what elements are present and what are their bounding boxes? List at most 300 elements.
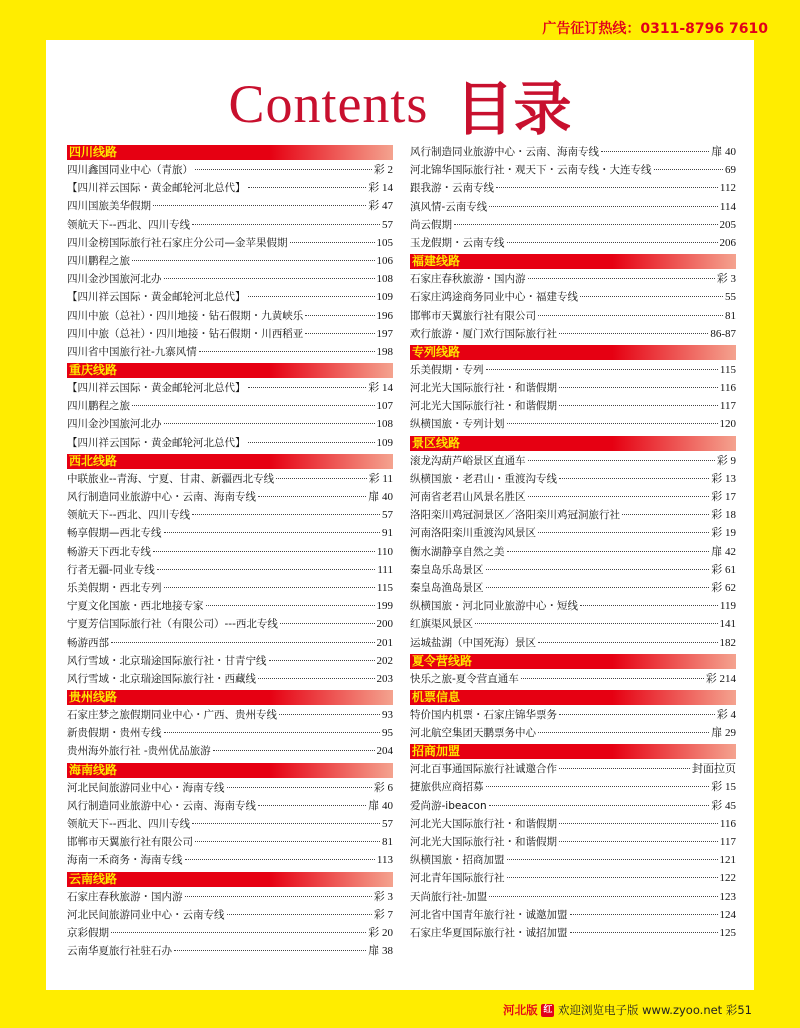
toc-entry[interactable] (410, 561, 736, 579)
entry-page: 200 (376, 618, 393, 631)
toc-entry[interactable] (410, 379, 736, 397)
toc-entry[interactable] (410, 506, 736, 524)
dot-leader (248, 296, 375, 297)
entry-page: 95 (382, 727, 393, 740)
section-header: 夏令营线路 (410, 654, 736, 669)
toc-entry[interactable] (410, 198, 736, 216)
dot-leader (521, 678, 704, 679)
toc-entry[interactable] (410, 234, 736, 252)
toc-entry[interactable] (67, 543, 393, 561)
dot-leader (622, 514, 709, 515)
dot-leader (486, 369, 718, 370)
toc-entry[interactable] (67, 597, 393, 615)
toc-entry[interactable] (410, 706, 736, 724)
entry-page: 119 (719, 600, 736, 613)
toc-entry[interactable] (410, 815, 736, 833)
toc-entry[interactable] (410, 869, 736, 887)
section-header: 四川线路 (67, 145, 393, 160)
toc-entry[interactable] (67, 797, 393, 815)
edition-label: 河北版 (503, 1003, 538, 1017)
dot-leader (486, 569, 710, 570)
entry-title: 贵州海外旅行社 -贵州优品旅游 (67, 745, 211, 758)
toc-entry[interactable] (67, 197, 393, 215)
toc-entry[interactable] (67, 742, 393, 760)
contents-column-right (410, 143, 736, 942)
entry-page: 108 (376, 273, 393, 286)
entry-page: 55 (725, 291, 736, 304)
toc-entry[interactable] (410, 216, 736, 234)
entry-page: 116 (719, 817, 736, 830)
dot-leader (654, 169, 724, 170)
entry-page: 彩 19 (711, 527, 736, 540)
toc-entry[interactable] (410, 325, 736, 343)
entry-page: 204 (376, 745, 393, 758)
dot-leader (132, 405, 375, 406)
toc-entry[interactable] (67, 307, 393, 325)
entry-page: 182 (719, 636, 736, 649)
dot-leader (185, 859, 375, 860)
entry-title: 中联旅业--青海、宁夏、甘肃、新疆西北专线 (67, 472, 275, 485)
entry-title: 四川鑫国同业中心（青旅） (67, 164, 193, 176)
toc-entry[interactable] (410, 851, 736, 869)
section-header: 重庆线路 (67, 363, 393, 378)
dot-leader (559, 333, 708, 334)
dot-leader (213, 750, 375, 751)
entry-title: 河南省老君山风景名胜区 (410, 491, 526, 503)
entry-title: 四川中旅（总社）・四川地接・钻石假期・九黄峡乐 (67, 309, 304, 322)
entry-page: 彩 14 (368, 382, 393, 395)
entry-page: 110 (376, 545, 393, 558)
entry-title: 乐美假期・西北专列 (67, 581, 162, 594)
dot-leader (559, 768, 690, 769)
dot-leader (538, 532, 709, 533)
dot-leader (164, 423, 375, 424)
entry-title: 行者无疆-同业专线 (67, 563, 155, 576)
toc-entry[interactable] (410, 488, 736, 506)
entry-page: 206 (719, 236, 736, 249)
dot-leader (164, 278, 375, 279)
entry-page: 199 (376, 600, 393, 613)
section-header: 专列线路 (410, 345, 736, 360)
toc-entry[interactable] (410, 270, 736, 288)
section-header: 景区线路 (410, 436, 736, 451)
dot-leader (305, 315, 374, 316)
dot-leader (258, 805, 366, 806)
dot-leader (559, 405, 718, 406)
toc-entry[interactable] (67, 415, 393, 433)
section-header: 机票信息 (410, 690, 736, 705)
dot-leader (538, 732, 709, 733)
dot-leader (199, 351, 375, 352)
toc-entry[interactable] (67, 506, 393, 524)
toc-entry[interactable] (410, 307, 736, 325)
dot-leader (528, 460, 715, 461)
entry-title: 爱尚游-ibeacon (410, 799, 487, 812)
toc-entry[interactable] (410, 524, 736, 542)
section-header: 海南线路 (67, 763, 393, 778)
entry-page: 彩 214 (705, 672, 736, 685)
entry-page: 108 (376, 418, 393, 431)
entry-page: 123 (719, 890, 736, 903)
toc-entry[interactable] (67, 906, 393, 924)
dot-leader (192, 823, 380, 824)
entry-title: 石家庄华夏国际旅行社・诚招加盟 (410, 926, 568, 939)
title-chinese: 目录 (455, 75, 572, 143)
toc-entry[interactable] (410, 670, 736, 688)
entry-title: 河北锦华国际旅行社・观天下・云南专线・大连专线 (410, 164, 652, 177)
dot-leader (206, 605, 375, 606)
entry-page: 117 (719, 400, 736, 413)
entry-page: 203 (376, 672, 393, 685)
section-header: 招商加盟 (410, 744, 736, 759)
entry-page: 115 (719, 363, 736, 376)
entry-page: 彩 20 (368, 926, 393, 939)
entry-title: 【四川祥云国际・黄金邮轮河北总代】 (67, 291, 246, 304)
toc-entry[interactable] (410, 161, 736, 179)
entry-page: 扉 29 (711, 727, 736, 740)
entry-page: 57 (382, 818, 393, 830)
toc-entry[interactable] (67, 488, 393, 506)
entry-title: 四川中旅（总社）・四川地接・钻石假期・川西稻亚 (67, 327, 304, 340)
dot-leader (276, 478, 367, 479)
page-footer (503, 1002, 752, 1018)
brand-logo-icon: 红 (543, 1005, 553, 1015)
dot-leader (192, 224, 380, 225)
toc-entry[interactable] (67, 343, 393, 361)
toc-entry[interactable] (67, 561, 393, 579)
toc-entry[interactable] (410, 543, 736, 561)
entry-page: 120 (719, 418, 736, 431)
entry-title: 河北民间旅游同业中心・海南专线 (67, 781, 225, 794)
entry-page: 81 (382, 836, 393, 849)
entry-page: 彩 61 (711, 563, 736, 576)
toc-entry[interactable] (67, 815, 393, 833)
toc-entry[interactable] (67, 216, 393, 234)
entry-title: 领航天下--西北、四川专线 (67, 218, 191, 231)
entry-page: 81 (725, 309, 736, 322)
entry-page: 113 (376, 854, 393, 867)
entry-page: 198 (376, 345, 393, 358)
entry-title: 邯郸市天翼旅行社有限公司 (410, 309, 536, 322)
toc-entry[interactable] (67, 706, 393, 724)
entry-page: 197 (376, 327, 393, 340)
dot-leader (258, 678, 375, 679)
entry-title: 河北青年国际旅行社 (410, 872, 505, 885)
toc-entry[interactable] (67, 234, 393, 252)
entry-page: 69 (725, 164, 736, 177)
entry-title: 洛阳栾川鸡冠洞景区／洛阳栾川鸡冠洞旅行社 (410, 509, 620, 522)
entry-page: 125 (719, 926, 736, 939)
dot-leader (489, 896, 717, 897)
entry-page: 彩 62 (711, 581, 736, 594)
toc-entry[interactable] (410, 760, 736, 778)
toc-entry[interactable] (67, 434, 393, 452)
entry-page: 122 (719, 872, 736, 885)
entry-title: 四川省中国旅行社-九寨风情 (67, 345, 197, 358)
entry-page: 封面拉页 (692, 763, 736, 776)
toc-entry[interactable] (67, 524, 393, 542)
entry-page: 86-87 (710, 327, 736, 340)
entry-page: 彩 4 (716, 708, 736, 721)
toc-entry[interactable] (410, 361, 736, 379)
toc-entry[interactable] (67, 670, 393, 688)
toc-entry[interactable] (67, 634, 393, 652)
entry-page: 57 (382, 218, 393, 231)
toc-entry[interactable] (67, 924, 393, 942)
toc-entry[interactable] (410, 415, 736, 433)
dot-leader (570, 932, 718, 933)
entry-page: 彩 6 (373, 781, 393, 794)
entry-title: 风行雪域・北京瑞途国际旅行社・甘青宁线 (67, 654, 267, 667)
entry-page: 105 (376, 236, 393, 249)
entry-page: 121 (719, 854, 736, 867)
dot-leader (559, 478, 709, 479)
dot-leader (111, 642, 375, 643)
entry-title: 玉龙假期・云南专线 (410, 236, 505, 249)
toc-entry[interactable] (67, 397, 393, 415)
entry-title: 四川金沙国旅河北办 (67, 273, 162, 286)
toc-entry[interactable] (410, 397, 736, 415)
entry-page: 扉 40 (368, 491, 393, 503)
dot-leader (290, 242, 375, 243)
dot-leader (559, 841, 718, 842)
dot-leader (528, 496, 710, 497)
entry-page: 111 (377, 563, 393, 576)
entry-page: 彩 3 (716, 273, 736, 286)
entry-title: 四川国旅美华假期 (67, 200, 151, 213)
entry-page: 彩 2 (373, 164, 393, 176)
entry-title: 宁夏文化国旅・西北地接专家 (67, 600, 204, 613)
page-number: 彩51 (725, 1003, 752, 1017)
entry-title: 领航天下--西北、四川专线 (67, 509, 191, 522)
toc-entry[interactable] (410, 288, 736, 306)
section-header: 福建线路 (410, 254, 736, 269)
toc-entry[interactable] (410, 797, 736, 815)
entry-title: 纵横国旅・老君山・重渡沟专线 (410, 472, 557, 485)
dot-leader (486, 587, 710, 588)
entry-title: 红旗渠风景区 (410, 618, 473, 631)
dot-leader (559, 823, 718, 824)
dot-leader (559, 387, 718, 388)
entry-title: 新贵假期・贵州专线 (67, 727, 162, 740)
toc-entry[interactable] (410, 906, 736, 924)
dot-leader (132, 260, 375, 261)
dot-leader (601, 151, 709, 152)
toc-entry[interactable] (67, 325, 393, 343)
entry-title: 天尚旅行社-加盟 (410, 890, 488, 903)
entry-page: 115 (376, 581, 393, 594)
dot-leader (258, 496, 366, 497)
dot-leader (153, 551, 375, 552)
entry-title: 四川金榜国际旅行社石家庄分公司—金苹果假期 (67, 236, 288, 249)
entry-title: 畅游西部 (67, 636, 109, 649)
dot-leader (280, 623, 375, 624)
entry-title: 河北民间旅游同业中心・云南专线 (67, 908, 225, 921)
dot-leader (486, 786, 710, 787)
entry-page: 彩 9 (716, 454, 736, 467)
dot-leader (489, 805, 710, 806)
entry-title: 宁夏芳信国际旅行社（有限公司）---西北专线 (67, 618, 278, 631)
dot-leader (164, 587, 375, 588)
dot-leader (248, 187, 367, 188)
entry-page: 57 (382, 509, 393, 522)
toc-entry[interactable] (67, 652, 393, 670)
entry-title: 河北航空集团天鹏票务中心 (410, 727, 536, 740)
dot-leader (185, 896, 372, 897)
dot-leader (454, 224, 718, 225)
toc-entry[interactable] (67, 833, 393, 851)
entry-title: 石家庄梦之旅假期同业中心・广西、贵州专线 (67, 709, 277, 722)
entry-page: 彩 14 (368, 182, 393, 195)
toc-entry[interactable] (410, 778, 736, 796)
entry-page: 彩 13 (711, 472, 736, 485)
toc-entry[interactable] (410, 924, 736, 942)
entry-page: 彩 7 (373, 908, 393, 921)
dot-leader (507, 877, 718, 878)
dot-leader (580, 296, 723, 297)
entry-title: 四川鹏程之旅 (67, 400, 130, 413)
toc-entry[interactable] (67, 288, 393, 306)
toc-entry[interactable] (410, 597, 736, 615)
entry-title: 跟我游・云南专线 (410, 182, 494, 195)
toc-entry[interactable] (410, 724, 736, 742)
toc-entry[interactable] (67, 179, 393, 197)
toc-entry[interactable] (67, 942, 393, 960)
toc-entry[interactable] (410, 833, 736, 851)
entry-page: 205 (719, 218, 736, 231)
toc-entry[interactable] (67, 888, 393, 906)
entry-page: 91 (382, 527, 393, 540)
toc-entry[interactable] (410, 143, 736, 161)
entry-page: 117 (719, 836, 736, 848)
toc-entry[interactable] (410, 888, 736, 906)
entry-title: 秦皇岛渔岛景区 (410, 581, 484, 594)
page-title (0, 62, 800, 146)
entry-title: 畅享假期—西北专线 (67, 527, 162, 540)
footer-text: 欢迎浏览电子版 www.zyoo.net (557, 1003, 723, 1017)
entry-title: 风行制造同业旅游中心・云南、海南专线 (410, 146, 599, 158)
dot-leader (192, 514, 380, 515)
toc-entry[interactable] (67, 779, 393, 797)
entry-page: 124 (719, 908, 736, 921)
dot-leader (507, 242, 718, 243)
entry-title: 四川鹏程之旅 (67, 254, 130, 267)
dot-leader (157, 569, 376, 570)
toc-entry[interactable] (67, 270, 393, 288)
toc-entry[interactable] (410, 634, 736, 652)
dot-leader (507, 551, 710, 552)
section-header: 贵州线路 (67, 690, 393, 705)
entry-title: 畅游天下西北专线 (67, 545, 151, 558)
entry-page: 彩 45 (711, 799, 736, 812)
dot-leader (195, 169, 372, 170)
entry-title: 风行雪域・北京瑞途国际旅行社・西藏线 (67, 672, 256, 685)
entry-page: 扉 40 (368, 799, 393, 812)
entry-title: 四川金沙国旅河北办 (67, 418, 162, 431)
toc-entry[interactable] (67, 724, 393, 742)
entry-title: 风行制造同业旅游中心・云南、海南专线 (67, 799, 256, 812)
entry-page: 扉 42 (711, 545, 736, 558)
toc-entry[interactable] (67, 379, 393, 397)
dot-leader (559, 714, 715, 715)
dot-leader (580, 605, 718, 606)
entry-title: 纵横国旅・河北同业旅游中心・短线 (410, 600, 578, 613)
entry-page: 109 (376, 436, 393, 449)
entry-title: 河北光大国际旅行社・和谐假期 (410, 400, 557, 413)
toc-entry[interactable] (67, 161, 393, 179)
entry-title: 河北省中国青年旅行社・诚邀加盟 (410, 908, 568, 921)
entry-title: 快乐之旅-夏令营直通车 (410, 672, 519, 685)
dot-leader (489, 206, 718, 207)
dot-leader (174, 950, 366, 951)
entry-title: 河北光大国际旅行社・和谐假期 (410, 382, 557, 395)
dot-leader (528, 278, 715, 279)
entry-title: 特价国内机票・石家庄锦华票务 (410, 708, 557, 721)
section-header: 云南线路 (67, 872, 393, 887)
entry-page: 彩 47 (368, 200, 393, 213)
entry-title: 欢行旅游・厦门欢行国际旅行社 (410, 327, 557, 340)
dot-leader (111, 932, 366, 933)
toc-entry[interactable] (67, 579, 393, 597)
dot-leader (153, 205, 366, 206)
entry-title: 纵横国旅・招商加盟 (410, 854, 505, 867)
toc-entry[interactable] (410, 452, 736, 470)
entry-title: 【四川祥云国际・黄金邮轮河北总代】 (67, 382, 246, 395)
entry-title: 滚龙沟葫芦峪景区直通车 (410, 454, 526, 467)
dot-leader (496, 187, 718, 188)
section-header: 西北线路 (67, 454, 393, 469)
entry-title: 海南一禾商务・海南专线 (67, 854, 183, 867)
entry-page: 141 (719, 618, 736, 631)
entry-title: 滇风情-云南专线 (410, 200, 488, 213)
dot-leader (164, 532, 381, 533)
entry-title: 乐美假期・专列 (410, 363, 484, 376)
toc-entry[interactable] (410, 579, 736, 597)
dot-leader (248, 442, 375, 443)
entry-page: 彩 11 (368, 472, 393, 485)
contents-column-left (67, 143, 393, 960)
entry-title: 石家庄春秋旅游・国内游 (67, 890, 183, 903)
entry-title: 纵横国旅・专列计划 (410, 418, 505, 431)
ad-hotline: 广告征订热线：0311-8796 7610 (542, 21, 768, 37)
toc-entry[interactable] (67, 615, 393, 633)
dot-leader (227, 787, 372, 788)
entry-page: 201 (376, 636, 393, 649)
toc-entry[interactable] (410, 470, 736, 488)
toc-entry[interactable] (410, 179, 736, 197)
dot-leader (279, 714, 380, 715)
dot-leader (475, 623, 718, 624)
dot-leader (538, 642, 718, 643)
entry-page: 106 (376, 254, 393, 267)
entry-page: 扉 40 (711, 146, 736, 158)
entry-title: 石家庄鸿途商务同业中心・福建专线 (410, 291, 578, 304)
entry-title: 河北光大国际旅行社・和谐假期 (410, 836, 557, 848)
toc-entry[interactable] (67, 252, 393, 270)
entry-page: 196 (376, 309, 393, 322)
entry-page: 彩 18 (711, 509, 736, 522)
entry-page: 114 (719, 200, 736, 213)
entry-page: 扉 38 (368, 945, 393, 958)
entry-page: 109 (376, 291, 393, 304)
toc-entry[interactable] (67, 470, 393, 488)
entry-title: 京彩假期 (67, 926, 109, 939)
toc-entry[interactable] (410, 615, 736, 633)
entry-page: 彩 17 (711, 491, 736, 503)
toc-entry[interactable] (67, 851, 393, 869)
entry-page: 116 (719, 382, 736, 395)
entry-title: 【四川祥云国际・黄金邮轮河北总代】 (67, 436, 246, 449)
